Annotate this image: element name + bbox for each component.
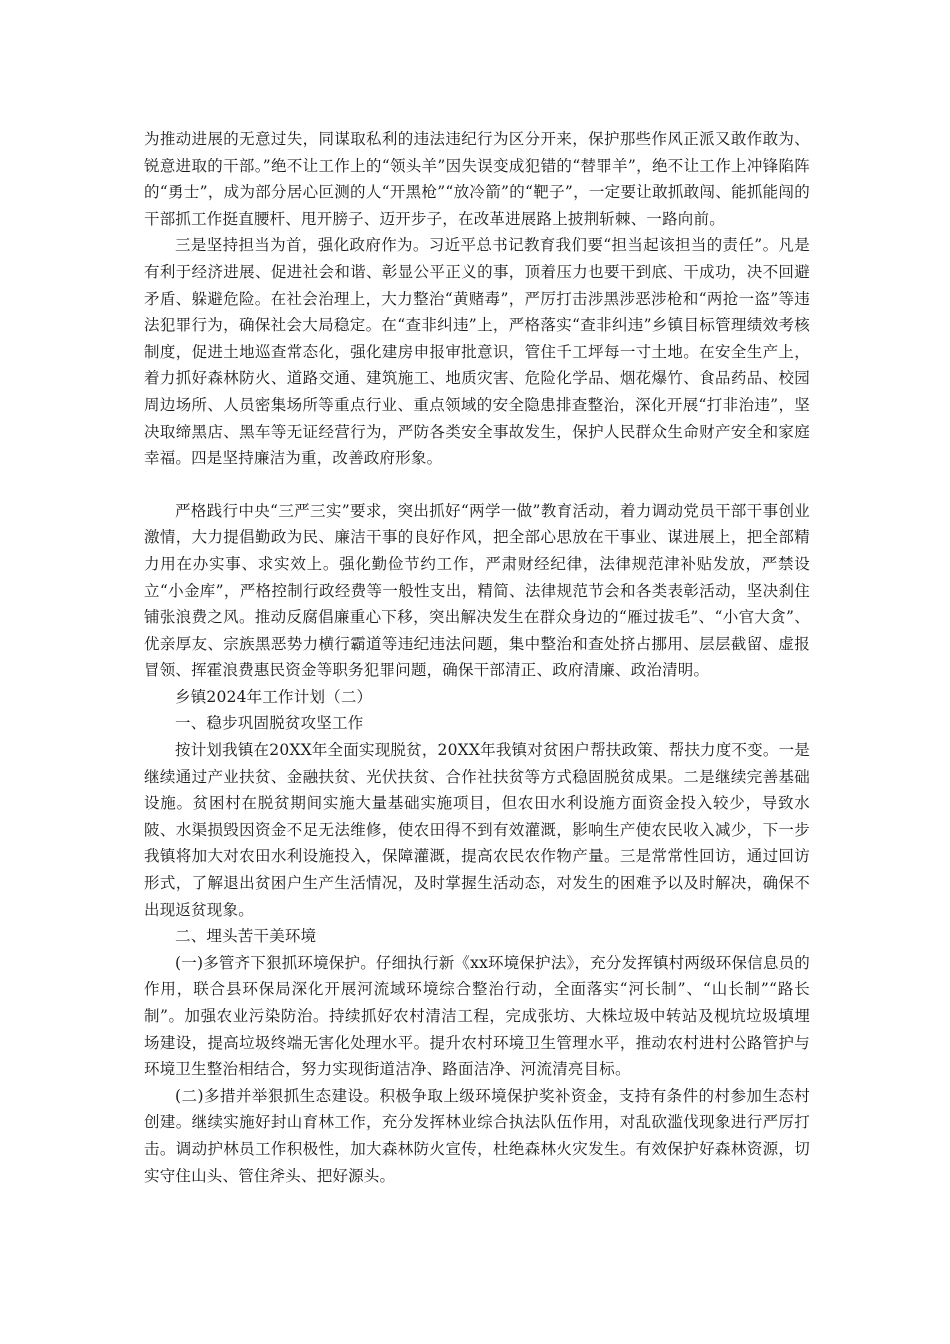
blank-line xyxy=(144,472,810,498)
section-title: 乡镇2024年工作计划（二） xyxy=(175,687,373,706)
heading-environment: 二、埋头苦干美环境 xyxy=(175,927,317,946)
heading-poverty: 一、稳步巩固脱贫攻坚工作 xyxy=(175,714,364,733)
paragraph-ecology: (二)多措并举狠抓生态建设。积极争取上级环境保护奖补资金，支持有条件的村参加生态村创建。继续实施好封山育林工作，充分发挥林业综合执法队伍作用，对乱砍滥伐现象进行严厉打击。调动护林员工作积极性，加大森林防火宣传，杜绝森林火灾发生。有效保护好森林资源，切实守住山头、管住斧头、把好源头。 xyxy=(144,1086,810,1185)
paragraph-environment-protection: (一)多管齐下狠抓环境保护。仔细执行新《xx环境保护法》，充分发挥镇村两级环保信息员的作用，联合县环保局深化开展河流域环境综合整治行动，全面落实“河长制”、“山长制”“路长制”。加强农业污染防治。持续抓好农村清洁工程，完成张坊、大株垃圾中转站及枧坑垃圾填埋场建设，提高垃圾终端无害化处理水平。提升农村环境卫生管理水平，推动农村进村公路管护与环境卫生整治相结合，努力实现街道洁净、路面洁净、河流清亮目标。 xyxy=(144,953,810,1079)
paragraph-integrity: 严格践行中央“三严三实”要求，突出抓好“两学一做”教育活动，着力调动党员干部干事创业激情，大力提倡勤政为民、廉洁干事的良好作风，把全部心思放在干事业、谋进展上，把全部精力用在办实事、求实效上。强化勤俭节约工作，严肃财经纪律，法律规范津补贴发放，严禁设立“小金库”，严格控制行政经费等一般性支出，精简、法律规范节会和各类表彰活动，坚决刹住铺张浪费之风。推动反腐倡廉重心下移，突出解决发生在群众身边的“雁过拔毛”、“小官大贪”、优亲厚友、宗族黑恶势力横行霸道等违纪违法问题，集中整治和查处挤占挪用、层层截留、虚报冒领、挥霍浪费惠民资金等职务犯罪问题，确保干部清正、政府清廉、政治清明。 xyxy=(144,501,810,680)
paragraph-point-three: 三是坚持担当为首，强化政府作为。习近平总书记教育我们要“担当起该担当的责任”。凡是有利于经济进展、促进社会和谐、彰显公平正义的事，顶着压力也要干到底、干成功，决不回避矛盾、躲避危险。在社会治理上，大力整治“黄赌毒”，严厉打击涉黑涉恶涉枪和“两抢一盗”等违法犯罪行为，确保社会大局稳定。在“查非纠违”上，严格落实“查非纠违”乡镇目标管理绩效考核制度，促进土地巡查常态化，强化建房申报审批意识，管住千工坪每一寸土地。在安全生产上，着力抓好森林防火、道路交通、建筑施工、地质灾害、危险化学品、烟花爆竹、食品药品、校园周边场所、人员密集场所等重点行业、重点领域的安全隐患排查整治，深化开展“打非治违”，坚决取缔黑店、黑车等无证经营行为，严防各类安全事故发生，保护人民群众生命财产安全和家庭幸福。四是坚持廉洁为重，改善政府形象。 xyxy=(144,236,810,468)
document-page xyxy=(144,126,810,1189)
paragraph-continuation: 为推动进展的无意过失，同谋取私利的违法违纪行为区分开来，保护那些作风正派又敢作敢为、锐意进取的干部。”绝不让工作上的“领头羊”因失误变成犯错的“替罪羊”，绝不让工作上冲锋陷阵的“勇士”，成为部分居心叵测的人“开黑枪”“放冷箭”的“靶子”，一定要让敢抓敢闯、能抓能闯的干部抓工作挺直腰杆、甩开膀子、迈开步子，在改革进展路上披荆斩棘、一路向前。 xyxy=(144,130,810,228)
paragraph-poverty: 按计划我镇在20XX年全面实现脱贫，20XX年我镇对贫困户帮扶政策、帮扶力度不变。一是继续通过产业扶贫、金融扶贫、光伏扶贫、合作社扶贫等方式稳固脱贫成果。二是继续完善基础设施。贫困村在脱贫期间实施大量基础实施项目，但农田水利设施方面资金投入较少，导致水陂、水渠损毁因资金不足无法维修，使农田得不到有效灌溉，影响生产使农民收入减少，下一步我镇将加大对农田水利设施投入，保障灌溉，提高农民农作物产量。三是常常性回访，通过回访形式，了解退出贫困户生产生活情况，及时掌握生活动态，对发生的困难予以及时解决，确保不出现返贫现象。 xyxy=(144,741,810,919)
